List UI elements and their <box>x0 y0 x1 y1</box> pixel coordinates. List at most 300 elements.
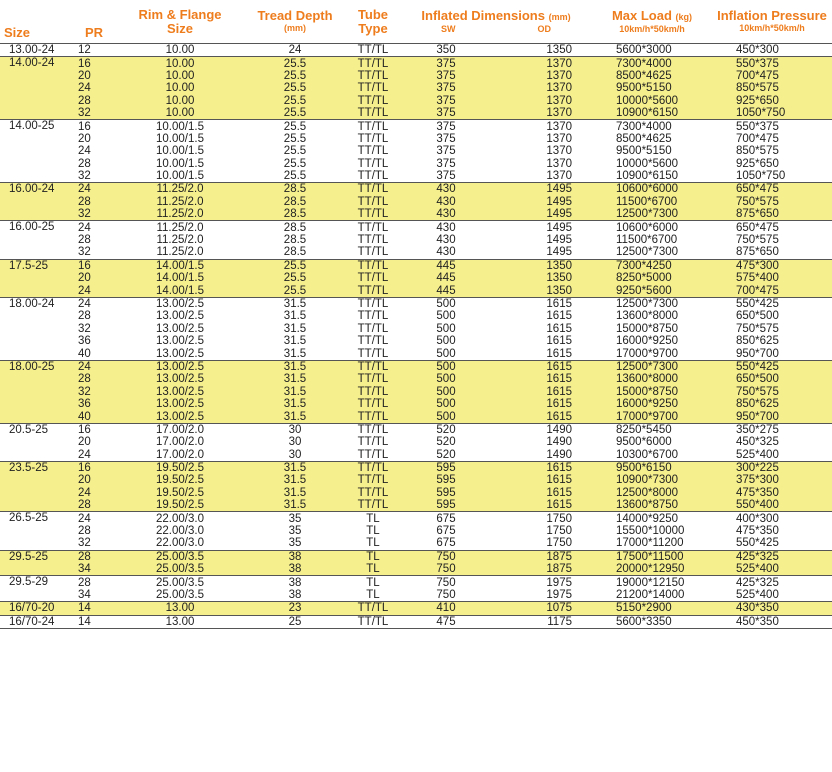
od-cell: 1370 <box>546 132 572 145</box>
pressure-cell: 425*325 <box>736 576 779 589</box>
max-load-cell: 8500*4625 <box>592 70 712 82</box>
header-tread-depth <box>244 0 346 44</box>
rim-cell: 14.00/1.5 <box>116 284 244 297</box>
rim-cell: 25.00/3.5 <box>116 563 244 576</box>
od-cell: 1750 <box>546 512 572 525</box>
tread-cell: 24 <box>288 44 302 57</box>
od-cell: 1615 <box>492 410 592 423</box>
table-row <box>0 525 832 537</box>
table-row <box>0 423 832 436</box>
sw-cell: 430 <box>400 208 492 221</box>
size-group <box>0 360 832 423</box>
tube-cell: TT/TL <box>357 436 389 449</box>
pressure-cell: 750*575 <box>736 322 779 335</box>
table-row <box>0 145 832 157</box>
pr-cell: 24 <box>78 145 91 158</box>
tread-cell: 31.5 <box>244 499 346 512</box>
rim-cell: 25.00/3.5 <box>116 550 244 563</box>
pressure-cell: 375*300 <box>712 474 832 486</box>
size-cell: 14.00-25 <box>9 120 55 133</box>
tube-cell: TL <box>366 576 380 589</box>
pressure-cell: 525*400 <box>736 448 779 461</box>
pressure-cell: 1050*750 <box>736 170 786 183</box>
od-cell: 1975 <box>546 588 572 601</box>
pr-cell: 20 <box>78 436 91 449</box>
tube-cell: TT/TL <box>357 347 389 360</box>
header-tread-label: Tread Depth <box>257 8 333 23</box>
sw-cell: 675 <box>436 512 456 525</box>
size-cell: 29.5-25 <box>0 550 72 576</box>
tube-cell: TL <box>366 525 380 538</box>
max-load-cell: 9500*6000 <box>616 436 672 449</box>
table-row <box>0 436 832 448</box>
tube-cell: TT/TL <box>346 487 400 499</box>
tube-cell: TT/TL <box>357 322 389 335</box>
rim-cell: 10.00 <box>165 44 195 57</box>
od-cell: 1495 <box>492 208 592 221</box>
tube-cell: TT/TL <box>357 132 389 145</box>
max-load-cell: 17000*11200 <box>616 537 684 550</box>
rim-cell: 10.00 <box>116 95 244 107</box>
sw-cell: 375 <box>436 145 456 158</box>
table-row <box>0 398 832 410</box>
pressure-cell: 850*625 <box>736 335 779 348</box>
od-cell: 1495 <box>546 234 572 247</box>
pressure-cell: 550*375 <box>736 120 779 133</box>
pressure-cell: 450*350 <box>736 615 779 628</box>
table-row <box>0 196 832 208</box>
pressure-cell: 850*625 <box>712 398 832 410</box>
table-row <box>0 234 832 246</box>
header-tube-line1: Tube <box>357 6 389 22</box>
rim-cell: 13.00/2.5 <box>116 373 244 385</box>
tread-cell: 23 <box>244 602 346 615</box>
tread-cell: 25.5 <box>244 284 346 297</box>
table-row <box>0 170 832 183</box>
rim-cell: 10.00 <box>116 57 244 70</box>
tube-cell: TT/TL <box>346 95 400 107</box>
table-row <box>0 70 832 82</box>
header-rim-flange <box>116 0 244 44</box>
tread-cell: 38 <box>288 588 302 601</box>
size-group <box>0 120 832 183</box>
pr-cell: 28 <box>72 196 116 208</box>
od-cell: 1370 <box>546 157 572 170</box>
tread-cell: 38 <box>244 550 346 563</box>
size-cell: 18.00-25 <box>0 360 72 423</box>
header-tread-units: (mm) <box>284 23 306 33</box>
header-load-title <box>592 9 712 24</box>
pr-cell: 34 <box>78 588 91 601</box>
tread-cell: 28.5 <box>244 208 346 221</box>
sw-cell: 500 <box>436 322 456 335</box>
rim-cell: 11.25/2.0 <box>116 208 244 221</box>
pr-cell: 32 <box>72 107 116 120</box>
tube-cell: TT/TL <box>346 373 400 385</box>
pr-cell: 20 <box>78 132 91 145</box>
sw-cell: 675 <box>436 537 456 550</box>
sw-cell: 430 <box>436 246 456 259</box>
max-load-cell: 9500*5150 <box>616 145 672 158</box>
od-cell: 1615 <box>492 360 592 373</box>
tube-cell: TT/TL <box>346 410 400 423</box>
od-cell: 1490 <box>546 448 572 461</box>
rim-cell: 11.25/2.0 <box>116 183 244 196</box>
header-dims-subrow <box>400 24 592 35</box>
max-load-cell: 13600*8000 <box>616 310 679 323</box>
sw-cell: 375 <box>400 107 492 120</box>
pr-cell: 34 <box>72 563 116 576</box>
pressure-cell: 550*425 <box>736 298 779 310</box>
pressure-cell: 1050*750 <box>712 107 832 120</box>
pr-cell: 24 <box>72 284 116 297</box>
od-cell: 1615 <box>546 322 572 335</box>
rim-cell: 10.00 <box>116 82 244 94</box>
tube-cell: TT/TL <box>346 360 400 373</box>
max-load-cell: 11500*6700 <box>616 234 678 247</box>
sw-cell: 520 <box>436 423 456 436</box>
header-dims-title <box>400 9 592 24</box>
tread-cell: 28.5 <box>244 196 346 208</box>
size-cell: 14.00-24 <box>0 57 72 120</box>
pressure-cell: 700*475 <box>712 284 832 297</box>
table-row <box>0 550 832 563</box>
size-group <box>0 183 832 221</box>
pr-cell: 16 <box>78 120 91 133</box>
header-inflated-dimensions <box>400 0 592 44</box>
pr-cell: 24 <box>78 448 91 461</box>
tube-cell: TT/TL <box>346 57 400 70</box>
pr-cell: 24 <box>78 221 91 234</box>
od-cell: 1370 <box>546 145 572 158</box>
header-dims-label: Inflated Dimensions <box>421 7 545 23</box>
pr-cell: 20 <box>72 474 116 486</box>
max-load-cell: 10900*6150 <box>616 170 679 183</box>
size-group <box>0 57 832 120</box>
table-row <box>0 82 832 94</box>
header-pressure-label: Inflation Pressure <box>717 8 827 23</box>
od-cell: 1615 <box>546 335 572 348</box>
table-row <box>0 57 832 70</box>
tube-cell: TT/TL <box>346 461 400 474</box>
table-row <box>0 563 832 576</box>
size-group <box>0 221 832 259</box>
table-row <box>0 487 832 499</box>
header-load-units: (kg) <box>675 11 693 22</box>
size-group <box>0 423 832 461</box>
tube-cell: TT/TL <box>357 298 389 310</box>
pressure-cell: 550*425 <box>712 360 832 373</box>
od-cell: 1370 <box>546 170 572 183</box>
pressure-cell: 700*475 <box>712 70 832 82</box>
tread-cell: 25.5 <box>244 259 346 272</box>
od-cell: 1350 <box>546 44 572 57</box>
header-rim-line1: Rim & Flange <box>138 6 222 22</box>
od-cell: 1495 <box>546 246 572 259</box>
tube-cell: TT/TL <box>357 448 389 461</box>
tube-cell: TT/TL <box>357 615 389 628</box>
max-load-cell: 8250*5000 <box>592 272 712 284</box>
tube-cell: TL <box>366 512 380 525</box>
tube-cell: TL <box>346 563 400 576</box>
tread-cell: 28.5 <box>244 183 346 196</box>
od-cell: 1495 <box>546 221 572 234</box>
pressure-cell: 875*650 <box>712 208 832 221</box>
sw-cell: 500 <box>400 360 492 373</box>
max-load-cell: 5600*3350 <box>616 615 672 628</box>
rim-cell: 11.25/2.0 <box>156 246 204 259</box>
pressure-cell: 475*300 <box>712 259 832 272</box>
sw-cell: 475 <box>436 615 456 628</box>
sw-cell: 375 <box>400 95 492 107</box>
table-row <box>0 284 832 297</box>
pressure-cell: 550*400 <box>712 499 832 512</box>
pr-cell: 32 <box>78 246 91 259</box>
od-cell: 1875 <box>492 550 592 563</box>
tube-cell: TT/TL <box>346 70 400 82</box>
od-cell: 1370 <box>546 120 572 133</box>
pr-cell: 24 <box>72 82 116 94</box>
pr-cell: 32 <box>78 170 91 183</box>
tread-cell: 30 <box>288 436 302 449</box>
pr-cell: 32 <box>78 322 91 335</box>
tube-cell: TT/TL <box>346 259 400 272</box>
max-load-cell: 5600*3000 <box>616 44 672 57</box>
sw-cell: 375 <box>436 132 456 145</box>
max-load-cell: 9500*5150 <box>592 82 712 94</box>
pressure-cell: 650*500 <box>736 310 779 323</box>
tube-cell: TT/TL <box>346 284 400 297</box>
sw-cell: 375 <box>400 82 492 94</box>
header-pressure-speeds: 10km/h*50km/h <box>739 23 805 33</box>
table-row <box>0 310 832 322</box>
od-cell: 1370 <box>492 70 592 82</box>
table-row <box>0 95 832 107</box>
tread-cell: 35 <box>288 525 302 538</box>
sw-cell: 595 <box>400 499 492 512</box>
tread-cell: 25 <box>288 615 302 628</box>
pressure-cell: 450*325 <box>736 436 779 449</box>
pr-cell: 28 <box>72 499 116 512</box>
pr-cell: 20 <box>72 70 116 82</box>
pressure-cell: 750*575 <box>712 196 832 208</box>
tube-cell: TT/TL <box>357 44 389 57</box>
pr-cell: 20 <box>72 272 116 284</box>
header-dims-units: (mm) <box>548 11 571 22</box>
tread-cell: 25.5 <box>283 132 307 145</box>
table-row <box>0 208 832 221</box>
rim-cell: 17.00/2.0 <box>156 436 204 449</box>
rim-cell: 17.00/2.0 <box>156 448 204 461</box>
header-tube-line2: Type <box>358 20 388 36</box>
table-row <box>0 449 832 462</box>
table-row <box>0 499 832 512</box>
tube-cell: TT/TL <box>357 145 389 158</box>
table-row <box>0 615 832 628</box>
pr-cell: 28 <box>78 576 91 589</box>
tread-cell: 31.5 <box>283 310 307 323</box>
od-cell: 1370 <box>492 107 592 120</box>
tube-cell: TL <box>346 550 400 563</box>
tread-cell: 25.5 <box>283 145 307 158</box>
pressure-cell: 525*400 <box>736 588 779 601</box>
rim-cell: 22.00/3.0 <box>156 537 204 550</box>
od-cell: 1370 <box>492 95 592 107</box>
max-load-cell: 15500*10000 <box>616 525 685 538</box>
od-cell: 1750 <box>546 537 572 550</box>
rim-cell: 19.50/2.5 <box>116 474 244 486</box>
pressure-cell: 400*300 <box>736 512 779 525</box>
pressure-cell: 350*275 <box>736 423 779 436</box>
od-cell: 1615 <box>546 298 572 310</box>
max-load-cell: 7300*4250 <box>592 259 712 272</box>
tread-cell: 28.5 <box>283 234 307 247</box>
header-load-speeds: 10km/h*50km/h <box>619 23 685 34</box>
sw-cell: 445 <box>400 284 492 297</box>
pressure-cell: 430*350 <box>712 602 832 615</box>
sw-cell: 595 <box>400 487 492 499</box>
pressure-cell: 950*700 <box>736 347 779 360</box>
rim-cell: 25.00/3.5 <box>156 588 204 601</box>
sw-cell: 375 <box>400 57 492 70</box>
tube-cell: TT/TL <box>346 272 400 284</box>
od-cell: 1615 <box>492 386 592 398</box>
size-cell: 26.5-25 <box>9 512 49 525</box>
table-row <box>0 120 832 133</box>
size-cell: 16/70-20 <box>0 602 72 615</box>
pr-cell: 14 <box>72 602 116 615</box>
rim-cell: 10.00 <box>116 70 244 82</box>
max-load-cell: 17000*9700 <box>592 410 712 423</box>
rim-cell: 19.50/2.5 <box>116 461 244 474</box>
max-load-cell: 8500*4625 <box>616 132 672 145</box>
rim-cell: 13.00 <box>116 602 244 615</box>
od-cell: 1615 <box>492 499 592 512</box>
tube-cell: TL <box>366 588 380 601</box>
pr-cell: 28 <box>78 234 91 247</box>
table-row <box>0 360 832 373</box>
max-load-cell: 9500*6150 <box>592 461 712 474</box>
max-load-cell: 7300*4000 <box>592 57 712 70</box>
pressure-cell: 525*400 <box>712 563 832 576</box>
sw-cell: 500 <box>400 386 492 398</box>
rim-cell: 22.00/3.0 <box>156 512 204 525</box>
sw-cell: 520 <box>436 448 456 461</box>
pr-cell: 16 <box>72 461 116 474</box>
max-load-cell: 10000*5600 <box>616 157 679 170</box>
sw-cell: 750 <box>436 588 456 601</box>
size-group <box>0 576 832 602</box>
rim-cell: 10.00/1.5 <box>156 120 204 133</box>
tread-cell: 25.5 <box>244 95 346 107</box>
sw-cell: 750 <box>400 550 492 563</box>
pressure-cell: 650*475 <box>712 183 832 196</box>
rim-cell: 14.00/1.5 <box>116 272 244 284</box>
tread-cell: 25.5 <box>283 170 307 183</box>
table-row <box>0 347 832 360</box>
max-load-cell: 21200*14000 <box>616 588 685 601</box>
table-row <box>0 461 832 474</box>
tube-cell: TT/TL <box>346 386 400 398</box>
header-row <box>0 0 832 44</box>
pr-cell: 14 <box>78 615 91 628</box>
table-row <box>0 576 832 589</box>
pressure-cell: 425*325 <box>712 550 832 563</box>
max-load-cell: 12500*7300 <box>592 208 712 221</box>
sw-cell: 595 <box>400 461 492 474</box>
pressure-cell: 300*225 <box>712 461 832 474</box>
size-cell: 16.00-25 <box>9 221 55 234</box>
table-row <box>0 44 832 57</box>
size-group <box>0 550 832 576</box>
max-load-cell: 12500*8000 <box>592 487 712 499</box>
max-load-cell: 11500*6700 <box>592 196 712 208</box>
tread-cell: 31.5 <box>244 373 346 385</box>
table-row <box>0 512 832 525</box>
tube-cell: TT/TL <box>357 120 389 133</box>
tube-cell: TT/TL <box>346 82 400 94</box>
rim-cell: 10.00/1.5 <box>156 170 204 183</box>
od-cell: 1495 <box>492 183 592 196</box>
rim-cell: 13.00/2.5 <box>116 398 244 410</box>
pressure-cell: 550*425 <box>736 537 779 550</box>
sw-cell: 350 <box>436 44 456 57</box>
table-row <box>0 386 832 398</box>
max-load-cell: 13600*8750 <box>592 499 712 512</box>
max-load-cell: 5150*2900 <box>592 602 712 615</box>
size-group <box>0 615 832 628</box>
pr-cell: 24 <box>78 512 91 525</box>
size-cell: 16/70-24 <box>9 615 55 628</box>
table-row <box>0 221 832 234</box>
tread-cell: 25.5 <box>283 157 307 170</box>
sw-cell: 375 <box>436 157 456 170</box>
tread-cell: 31.5 <box>244 487 346 499</box>
pressure-cell: 700*475 <box>736 132 779 145</box>
max-load-cell: 10300*6700 <box>616 448 679 461</box>
od-cell: 1615 <box>492 373 592 385</box>
sw-cell: 430 <box>436 221 456 234</box>
pr-cell: 16 <box>78 423 91 436</box>
pressure-cell: 550*375 <box>712 57 832 70</box>
table-row <box>0 259 832 272</box>
pr-cell: 24 <box>78 298 91 310</box>
tread-cell: 25.5 <box>244 107 346 120</box>
od-cell: 1615 <box>546 347 572 360</box>
pressure-cell: 850*575 <box>712 82 832 94</box>
tread-cell: 25.5 <box>283 120 307 133</box>
size-group <box>0 44 832 57</box>
pressure-cell: 875*650 <box>736 246 779 259</box>
table-header <box>0 0 832 44</box>
rim-cell: 10.00 <box>116 107 244 120</box>
rim-cell: 17.00/2.0 <box>156 423 204 436</box>
max-load-cell: 15000*8750 <box>592 386 712 398</box>
pressure-cell: 475*350 <box>736 525 779 538</box>
sw-cell: 750 <box>436 576 456 589</box>
max-load-cell: 9250*5600 <box>592 284 712 297</box>
tube-cell: TT/TL <box>346 196 400 208</box>
od-cell: 1615 <box>492 474 592 486</box>
rim-cell: 13.00/2.5 <box>116 386 244 398</box>
rim-cell: 10.00/1.5 <box>156 145 204 158</box>
max-load-cell: 16000*9250 <box>616 335 679 348</box>
size-cell: 13.00-24 <box>9 44 55 56</box>
header-load-label: Max Load <box>611 7 672 23</box>
tread-cell: 25.5 <box>244 82 346 94</box>
od-cell: 1370 <box>492 57 592 70</box>
pressure-cell: 925*650 <box>712 95 832 107</box>
